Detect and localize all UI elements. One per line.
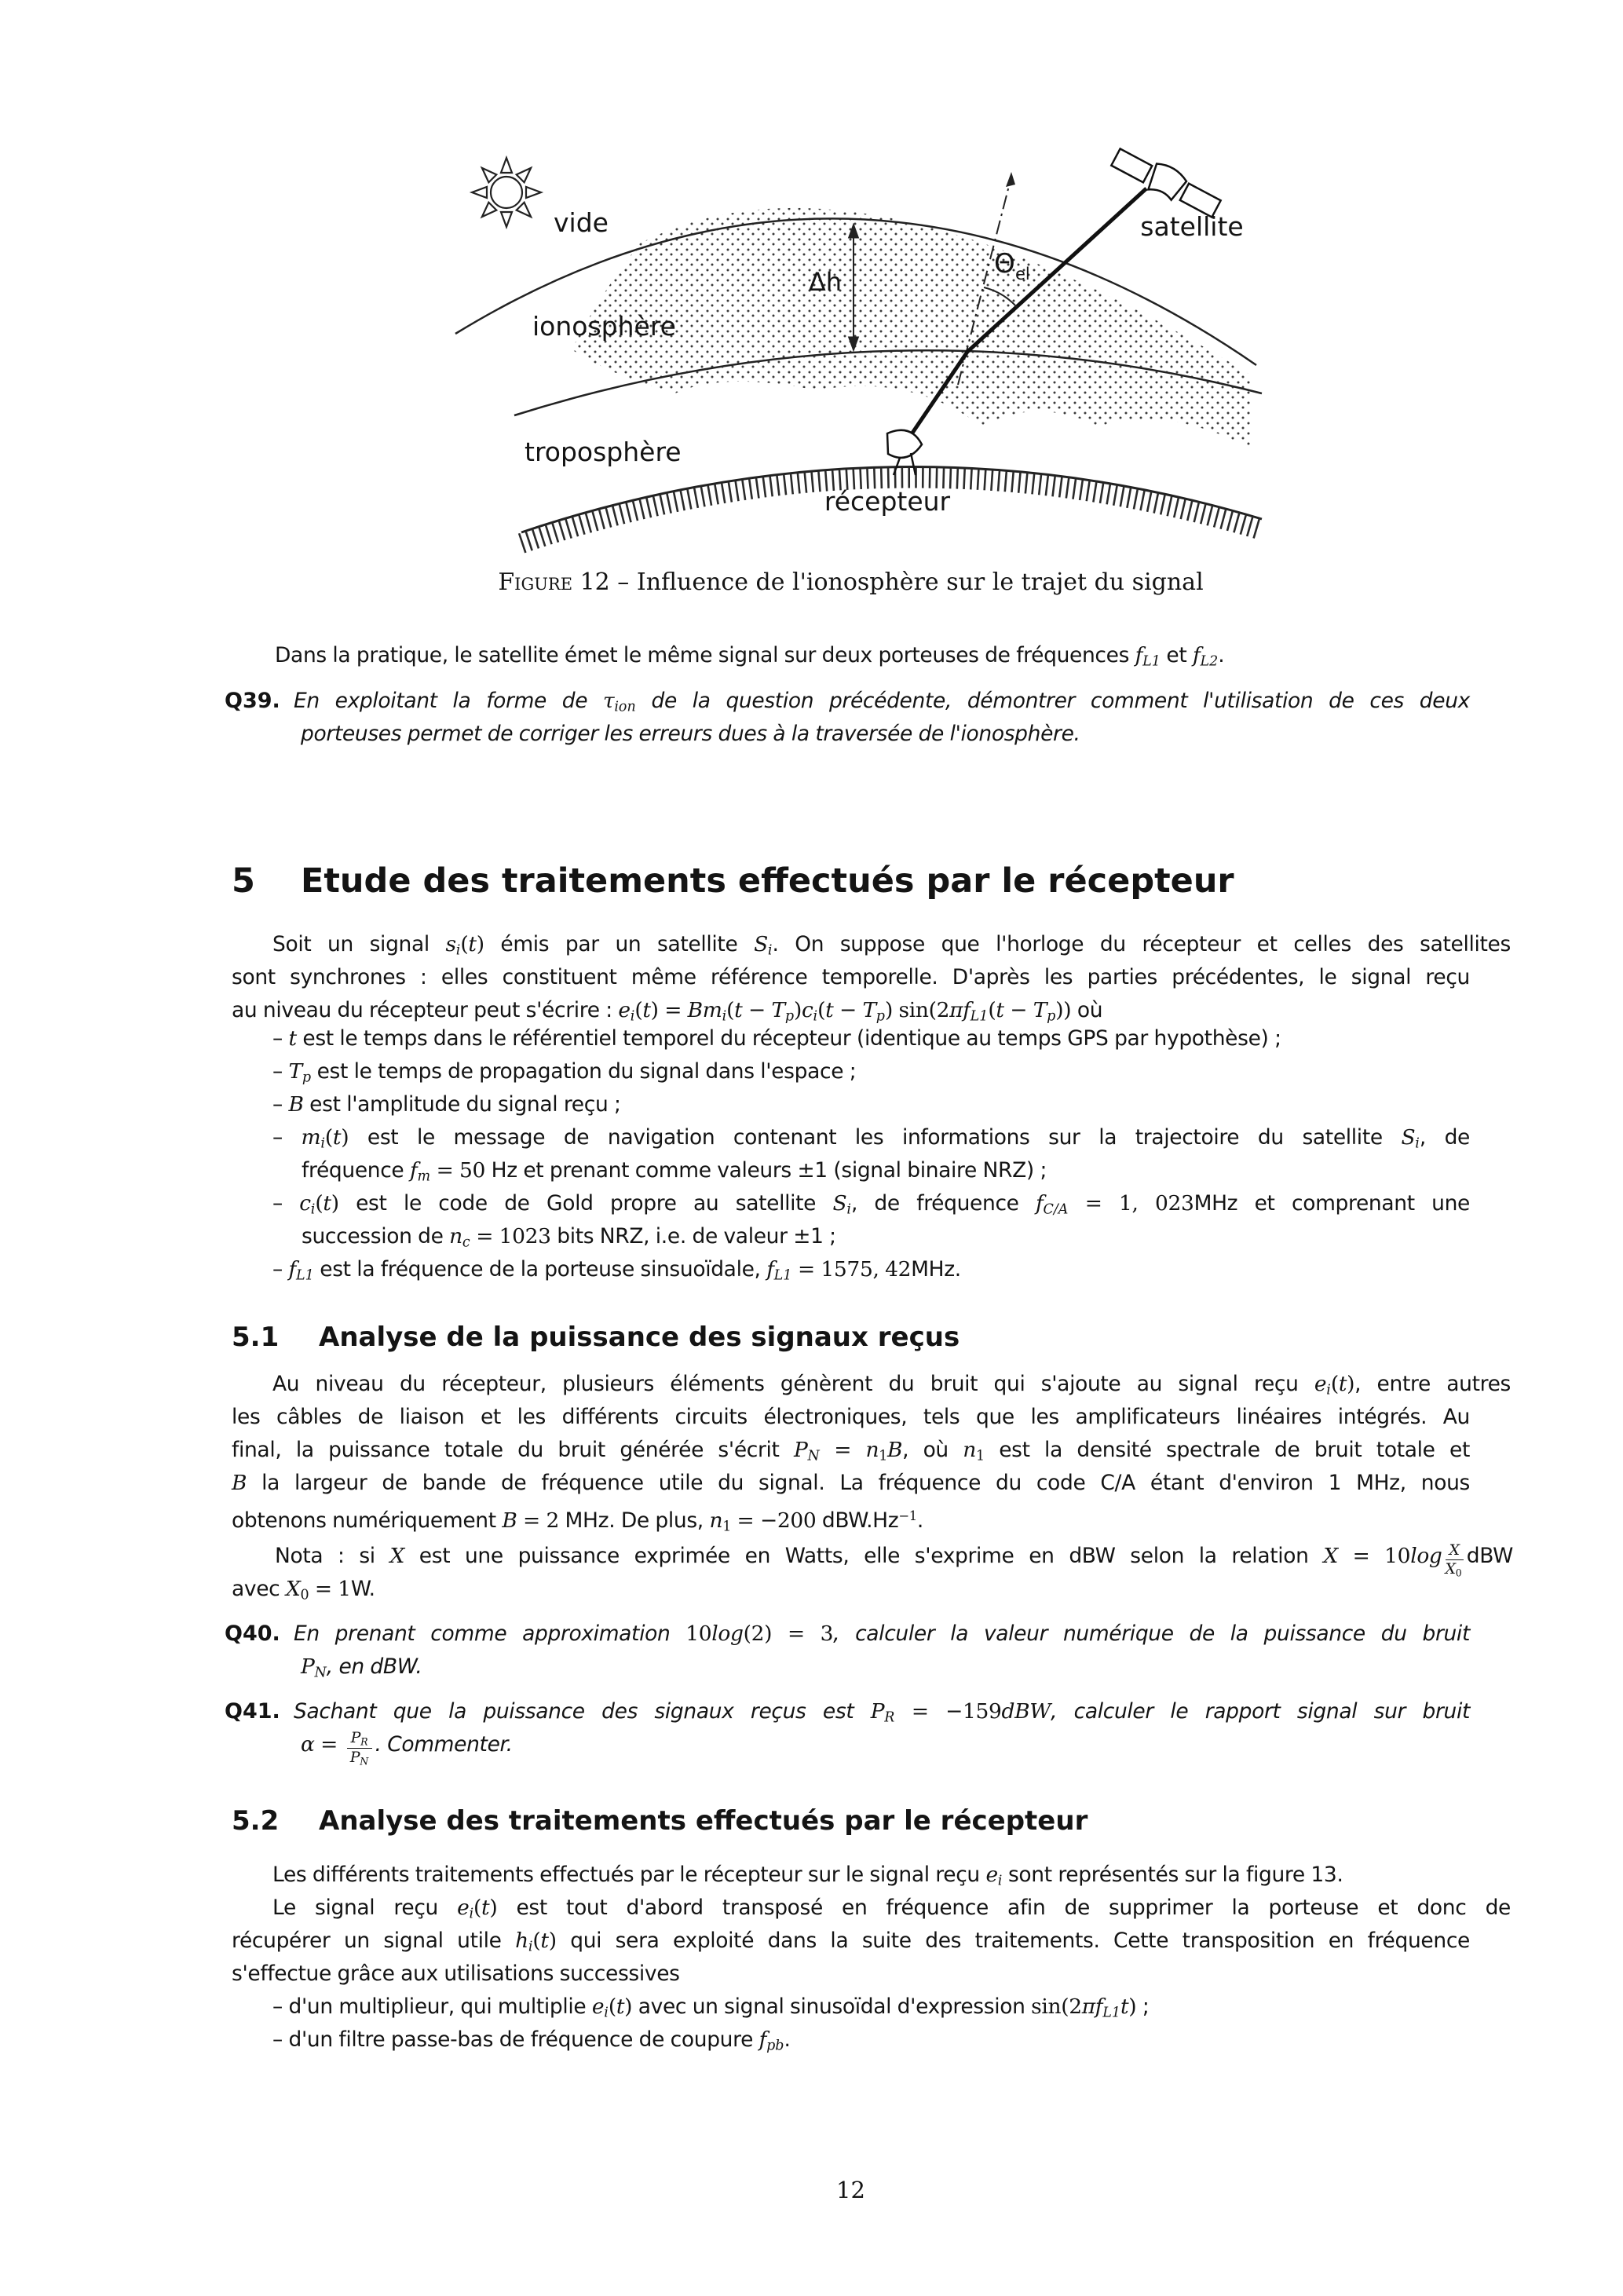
paragraph-line: s'effectue grâce aux utilisations successives — [232, 1961, 680, 1986]
paragraph-line: B la largeur de bande de fréquence utile du signal. La fréquence du code C/A étant d'environ 1 MHz, nous — [232, 1471, 1470, 1495]
page-number: 12 — [836, 2177, 865, 2203]
list-item-line: – Tp est le temps de propagation du signal dans l'espace ; — [272, 1059, 857, 1086]
paragraph-line: les câbles de liaison et les différents circuits électroniques, tels que les amplificateurs linéaires intégrés. Au — [232, 1405, 1470, 1429]
paragraph-line: Les différents traitements effectués par le récepteur sur le signal reçu ei sont représentés sur la figure 13. — [272, 1863, 1343, 1889]
figure-label-satellite: satellite — [1140, 211, 1244, 242]
paragraph-line: final, la puissance totale du bruit générée s'écrit PN = n1B, où n1 est la densité spectrale de bruit totale et — [232, 1438, 1470, 1464]
zenith-arrowhead — [1006, 172, 1015, 187]
section-heading-5-1 — [232, 1320, 1470, 1355]
list-item-line: – fL1 est la fréquence de la porteuse sinsuoïdale, fL1 = 1575, 42MHz. — [272, 1257, 961, 1284]
list-item-line: – B est l'amplitude du signal reçu ; — [272, 1092, 621, 1117]
question-line: En prenant comme approximation 10log(2) = 3, calculer la valeur numérique de la puissance du bruit — [294, 1621, 1470, 1646]
question-line: En exploitant la forme de τion de la question précédente, démontrer comment l'utilisation de ces deux — [294, 689, 1470, 715]
question-line: α = $\frac{PR}{PN}$ . Commenter. — [301, 1728, 513, 1767]
section-title: Analyse de la puissance des signaux reçus — [319, 1322, 960, 1353]
figure-caption: Figure 12 – Influence de l'ionosphère sur le trajet du signal — [498, 569, 1204, 596]
paragraph-line: Dans la pratique, le satellite émet le même signal sur deux porteuses de fréquences fL1 et fL2. — [275, 643, 1225, 670]
section-title: Analyse des traitements effectués par le récepteur — [319, 1805, 1088, 1837]
figure-label-troposphere: troposphère — [525, 437, 682, 467]
section-title: Etude des traitements effectués par le récepteur — [301, 861, 1234, 901]
paragraph-line: récupérer un signal utile hi(t) qui sera exploité dans la suite des traitements. Cette transposition en fréquence — [232, 1929, 1470, 1955]
figure-label-recepteur: récepteur — [824, 486, 951, 517]
section-number: 5 — [232, 861, 255, 901]
paragraph-line: Le signal reçu ei(t) est tout d'abord transposé en fréquence afin de supprimer la porteuse et donc de — [272, 1896, 1511, 1922]
list-item-line: – mi(t) est le message de navigation contenant les informations sur la trajectoire du satellite Si, de — [272, 1125, 1470, 1152]
section-number: 5.2 — [232, 1805, 280, 1837]
section-heading-5-2 — [232, 1804, 1470, 1838]
figure-ionosphere-diagram — [440, 114, 1288, 565]
figure-label-vide: vide — [554, 207, 609, 238]
sun-icon — [472, 158, 541, 227]
paragraph-line: Au niveau du récepteur, plusieurs éléments génèrent du bruit qui s'ajoute au signal reçu ei(t), entre autres — [272, 1372, 1511, 1398]
paragraph-line: obtenons numériquement B = 2 MHz. De plus, n1 = −200 $dBW.Hz^{-1}$. — [232, 1508, 923, 1535]
paragraph-line: Soit un signal si(t) émis par un satellite Si. On suppose que l'horloge du récepteur et celles des satellites — [272, 932, 1511, 959]
list-item-line: – d'un filtre passe-bas de fréquence de coupure fpb. — [272, 2027, 791, 2054]
list-item-line: fréquence fm = 50 Hz et prenant comme valeurs ±1 (signal binaire NRZ) ; — [302, 1158, 1047, 1185]
paragraph-line: avec X0 = 1W. — [232, 1577, 375, 1603]
question-line: porteuses permet de corriger les erreurs dues à la traversée de l'ionosphère. — [301, 722, 1080, 746]
question-line: PN, en dBW. — [301, 1654, 422, 1681]
question-label-q41: Q41. — [225, 1699, 280, 1724]
paragraph-line: au niveau du récepteur peut s'écrire : ei(t) = Bmi(t − Tp)ci(t − Tp) sin(2πfL1(t − Tp)) où — [232, 998, 1103, 1025]
list-item-line: – d'un multiplieur, qui multiplie ei(t) avec un signal sinusoïdal d'expression sin(2πfL1t) ; — [272, 1994, 1150, 2021]
figure-label-theta: Θ — [994, 248, 1015, 280]
paragraph-line: sont synchrones : elles constituent même référence temporelle. D'après les parties précédentes, le signal reçu — [232, 965, 1470, 989]
question-label-q40: Q40. — [225, 1621, 280, 1646]
question-line: Sachant que la puissance des signaux reçus est PR = −159dBW, calculer le rapport signal sur bruit — [294, 1699, 1470, 1726]
section-number: 5.1 — [232, 1322, 280, 1353]
question-label-q39: Q39. — [225, 689, 280, 713]
figure-label-delta-h: Δh — [808, 267, 842, 297]
figure-label-theta-sub: el — [1015, 265, 1030, 283]
satellite-icon — [1109, 142, 1223, 222]
list-item-line: – ci(t) est le code de Gold propre au satellite Si, de fréquence fC/A = 1, 023MHz et comprenant une — [272, 1191, 1470, 1218]
list-item-line: – t est le temps dans le référentiel temporel du récepteur (identique au temps GPS par hypothèse) ; — [272, 1026, 1281, 1051]
paragraph-line: Nota : si X est une puissance exprimée en Watts, elle s'exprime en dBW selon la relation X = 10log $\frac{X}{X0}$ dBW — [275, 1541, 1513, 1578]
list-item-line: succession de nc = 1023 bits NRZ, i.e. de valeur ±1 ; — [302, 1224, 836, 1251]
section-heading-5 — [232, 861, 1470, 901]
figure-label-ionosphere: ionosphère — [532, 311, 676, 342]
